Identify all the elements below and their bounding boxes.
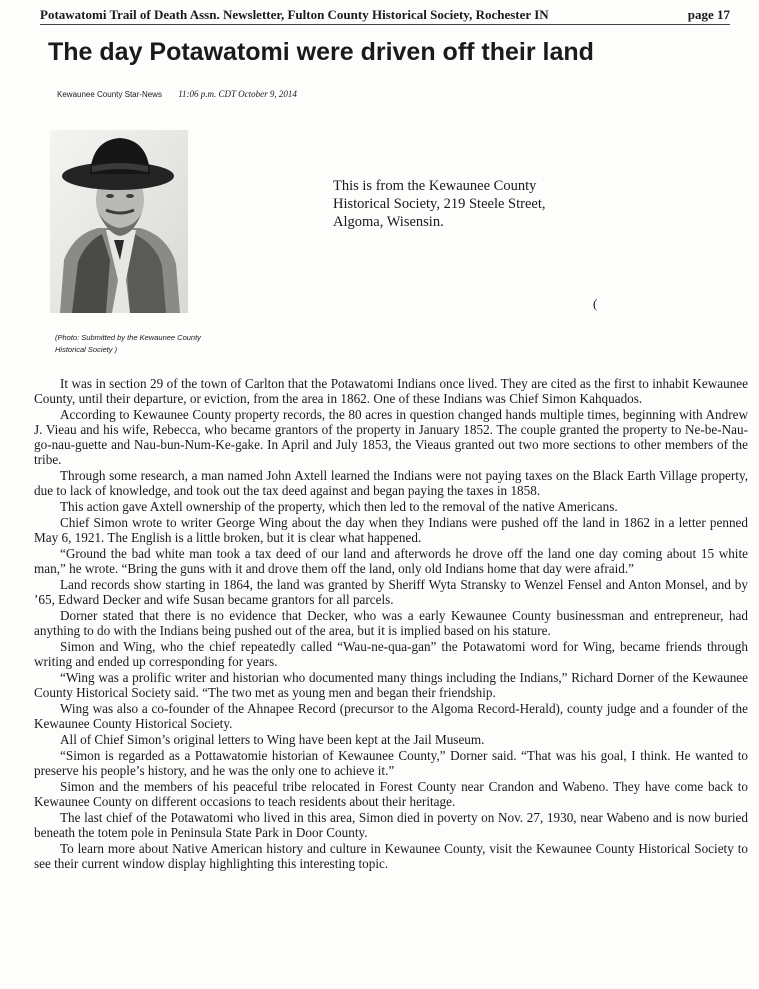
paragraph: Land records show starting in 1864, the land was granted by Sheriff Wyta Stransky to Wenzel Fensel and Anton Monsel, and by ’65, Edward Decker and wife Susan became grantors for all parcels. — [34, 577, 748, 607]
paragraph: To learn more about Native American history and culture in Kewaunee County, visit the Kewaunee County Historical Society to see their current window display highlighting this interesting topic. — [34, 841, 748, 871]
paragraph: Simon and the members of his peaceful tribe relocated in Forest County near Crandon and Wabeno. They have come back to Kewaunee County on different occasions to teach residents about their heritage. — [34, 779, 748, 809]
source-note: This is from the Kewaunee County Historical Society, 219 Steele Street, Algoma, Wisensin. — [333, 178, 546, 230]
newsletter-title: Potawatomi Trail of Death Assn. Newsletter, Fulton County Historical Society, Rochester IN — [40, 7, 549, 22]
page-number: page 17 — [687, 7, 730, 22]
paragraph: The last chief of the Potawatomi who lived in this area, Simon died in poverty on Nov. 27, 1930, near Wabeno and is now buried beneath the totem pole in Peninsula State Park in Door County. — [34, 810, 748, 840]
photo-caption: (Photo: Submitted by the Kewaunee County Historical Society ) — [55, 333, 201, 354]
byline-source: Kewaunee County Star-News — [57, 90, 162, 99]
newsletter-header — [40, 4, 730, 25]
paragraph: All of Chief Simon’s original letters to Wing have been kept at the Jail Museum. — [60, 732, 485, 747]
paragraph: This action gave Axtell ownership of the property, which then led to the removal of the native Americans. — [60, 499, 618, 514]
byline — [57, 89, 297, 99]
paragraph: “Ground the bad white man took a tax deed of our land and afterwords he drove off the land one day coming about 15 white man,” he wrote. “Bring the guns with it and drove them off the land, only old Indians home that day were afraid.” — [34, 546, 748, 576]
byline-time: 11:06 p.m. CDT October 9, 2014 — [178, 89, 297, 99]
paragraph: Wing was also a co-founder of the Ahnapee Record (precursor to the Algoma Record-Herald), county judge and a founder of the Kewaunee County Historical Society. — [34, 701, 748, 731]
article-body — [34, 376, 748, 871]
paragraph: It was in section 29 of the town of Carlton that the Potawatomi Indians once lived. They are cited as the first to inhabit Kewaunee County, until their departure, or eviction, from the area in 1862. One of these Indians was Chief Simon Kahquados. — [34, 376, 748, 406]
paragraph: Dorner stated that there is no evidence that Decker, who was a early Kewaunee County businessman and entrepreneur, had anything to do with the Indians being pushed out of the area, but it is implied based on his stature. — [34, 608, 748, 638]
chief-simon-photo — [50, 130, 188, 313]
paragraph: “Simon is regarded as a Pottawatomie historian of Kewaunee County,” Dorner said. “That was his goal, I think. He wanted to preserve his people’s history, and he was the only one to achieve it.” — [34, 748, 748, 778]
article-title: The day Potawatomi were driven off their land — [48, 38, 594, 66]
paragraph: According to Kewaunee County property records, the 80 acres in question changed hands multiple times, beginning with Andrew J. Vieau and his wife, Rebecca, who became grantors of the property in January 1852. The couple granted the property to Ne-be-Nau-go-nau-guette and Nau-bun-Num-Ke-gake. In April and July 1853, the Vieaus granted out two more sections to other members of the tribe. — [34, 407, 748, 467]
paragraph: Simon and Wing, who the chief repeatedly called “Wau-ne-qua-gan” the Potawatomi word for Wing, became friends through writing and ended up corresponding for years. — [34, 639, 748, 669]
paragraph: Through some research, a man named John Axtell learned the Indians were not paying taxes on the Black Earth Village property, due to lack of knowledge, and took out the tax deed against and began paying the taxes in 1858. — [34, 468, 748, 498]
stray-mark: ( — [593, 296, 598, 311]
paragraph: “Wing was a prolific writer and historian who documented many things including the Indians,” Richard Dorner of the Kewaunee County Historical Society said. “The two met as young men and began their friendship. — [34, 670, 748, 700]
paragraph: Chief Simon wrote to writer George Wing about the day when they Indians were pushed off the land in 1862 in a letter penned May 6, 1921. The English is a little broken, but it is clear what happened. — [34, 515, 748, 545]
